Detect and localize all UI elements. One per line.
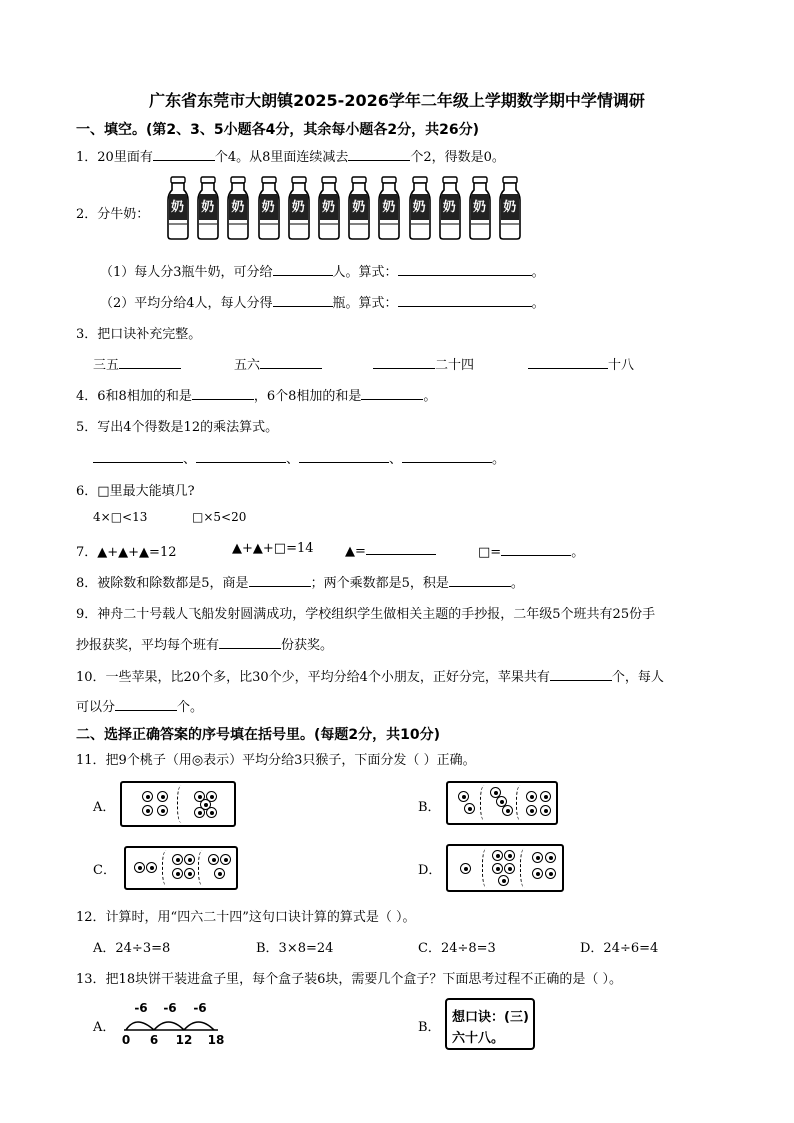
- q11-option-b-figure[interactable]: [446, 781, 558, 825]
- q8-blank-1[interactable]: [249, 573, 311, 587]
- question-12: [76, 906, 415, 925]
- q8-num: 8．: [76, 576, 98, 591]
- bottle-label: 奶: [171, 200, 185, 215]
- q8-blank-2[interactable]: [449, 573, 511, 587]
- q2-sub1-blank-2[interactable]: [398, 262, 532, 276]
- q8-text-a: 被除数和除数都是5，商是: [97, 576, 249, 591]
- peach-icon: [157, 791, 168, 802]
- question-4: [76, 385, 436, 404]
- q13-option-b-label[interactable]: B．: [418, 1020, 441, 1035]
- q5-blank-4[interactable]: [402, 449, 492, 463]
- q13-option-a-numberline[interactable]: [118, 998, 230, 1046]
- peach-icon: [184, 868, 195, 879]
- card-line-1: 想口诀：(三): [452, 1010, 529, 1025]
- q11-option-d-label[interactable]: D．: [418, 863, 442, 878]
- peach-icon: [220, 854, 231, 865]
- question-1: [76, 146, 505, 165]
- q3-item-2: [234, 354, 322, 373]
- q3-item-4: [528, 354, 634, 373]
- q11-num: 11．: [76, 753, 106, 768]
- q7-answer-1: [345, 541, 436, 559]
- peach-icon: [540, 791, 551, 802]
- peach-icon: [526, 805, 537, 816]
- q2-sub1-text-c: 。: [531, 265, 545, 280]
- question-10-line-1: [76, 666, 664, 685]
- peach-icon: [545, 852, 556, 863]
- q3-blank-1[interactable]: [119, 355, 181, 369]
- question-6: [76, 480, 195, 499]
- q2-sub-1: [100, 261, 545, 280]
- q12-option-c[interactable]: C．24÷8=3: [418, 941, 496, 956]
- q3-item-3: [373, 354, 474, 373]
- q8-text-b: ；两个乘数都是5，积是: [310, 576, 449, 591]
- q10-line-1-text-a: 一些苹果，比20个多，比30个少，平均分给4个小朋友，正好分完，苹果共有: [105, 670, 550, 685]
- peach-icon: [208, 854, 219, 865]
- peach-icon: [458, 791, 469, 802]
- q7-end: 。: [571, 545, 585, 560]
- q11-option-d-figure[interactable]: [446, 844, 564, 892]
- bottle-label: 奶: [412, 200, 426, 215]
- q3-item-1-text: 三五: [93, 358, 120, 373]
- q3-blank-3[interactable]: [373, 355, 435, 369]
- peach-icon: [498, 875, 509, 886]
- q2-label: 分牛奶：: [97, 207, 150, 222]
- bottle-label: 奶: [382, 200, 396, 215]
- q9-line-2-text-b: 份获奖。: [281, 638, 334, 653]
- q7-blank-1[interactable]: [366, 541, 436, 555]
- dashed-divider: [516, 785, 527, 821]
- q3-item-4-text: 十八: [608, 358, 635, 373]
- peach-icon: [172, 868, 183, 879]
- arc-icon: [184, 1022, 214, 1030]
- q10-line-2-text-b: 个。: [177, 700, 204, 715]
- peach-icon: [142, 805, 153, 816]
- tick-label: 6: [149, 1033, 159, 1046]
- q12-text: 计算时，用“四六二十四”这句口诀计算的算式是（ ）。: [105, 910, 416, 925]
- q10-line-2-text-a: 可以分: [76, 700, 116, 715]
- q5-answer-row: [93, 448, 505, 467]
- page-title: 广东省东莞市大朗镇2025-2026学年二年级上学期数学期中学情调研: [149, 91, 645, 110]
- q10-num: 10．: [76, 670, 106, 685]
- peach-icon: [526, 791, 537, 802]
- question-10-line-2: [76, 696, 203, 715]
- q11-option-a-figure[interactable]: [120, 781, 236, 827]
- q1-num: 1．: [76, 150, 98, 165]
- q12-num: 12．: [76, 910, 106, 925]
- card-line-2: 六十八。: [452, 1031, 505, 1046]
- q2-num: 2．: [76, 207, 98, 222]
- bottle-label: 奶: [442, 200, 456, 215]
- arc-icon: [126, 1022, 154, 1030]
- peach-icon: [184, 854, 195, 865]
- dashed-divider: [198, 850, 209, 886]
- q12-option-a[interactable]: A．24÷3=8: [93, 941, 171, 956]
- q4-text-b: ，6个8相加的和是: [253, 389, 362, 404]
- q1-blank-1[interactable]: [153, 147, 215, 161]
- peach-icon: [532, 868, 543, 879]
- q6-expr-1: 4×□<13: [93, 510, 148, 524]
- q11-option-c-label[interactable]: C．: [93, 863, 116, 878]
- q12-option-b[interactable]: B．3×8=24: [256, 941, 334, 956]
- q8-text-c: 。: [510, 576, 524, 591]
- peach-icon: [492, 863, 503, 874]
- q13-option-b-card[interactable]: [445, 998, 535, 1050]
- q1-text-b: 个4。从8里面连续减去: [214, 150, 349, 165]
- q7-answer-2: [478, 541, 584, 560]
- tick-label: 0: [121, 1033, 131, 1046]
- bottle-label: 奶: [473, 200, 487, 215]
- q5-blank-2[interactable]: [196, 449, 286, 463]
- bottle-label: 奶: [352, 200, 366, 215]
- q10-line-1-text-b: 个，每人: [611, 670, 664, 685]
- q5-end: 。: [492, 452, 506, 467]
- peach-icon: [206, 807, 217, 818]
- q7-num: 7．: [76, 545, 98, 560]
- tick-label: 18: [207, 1033, 225, 1046]
- q3-blank-4[interactable]: [528, 355, 608, 369]
- dashed-divider: [520, 848, 531, 888]
- q7-expr-2: ▲+▲+□=14: [232, 541, 314, 556]
- dashed-divider: [162, 850, 173, 886]
- q2-sub2-text-b: 瓶。算式：: [332, 296, 398, 311]
- peach-icon: [492, 850, 503, 861]
- q6-num: 6．: [76, 484, 98, 499]
- q9-line-1-text: 神舟二十号载人飞船发射圆满成功，学校组织学生做相关主题的手抄报，二年级5个班共有25份手: [97, 607, 656, 622]
- q10-blank-1[interactable]: [550, 667, 612, 681]
- peach-icon: [460, 863, 471, 874]
- q2-sub1-text-b: 人。算式：: [332, 265, 398, 280]
- q5-blank-1[interactable]: [93, 449, 183, 463]
- q2-sub2-blank-2[interactable]: [398, 293, 532, 307]
- section-1-heading: 一、填空。(第2、3、5小题各4分，其余每小题各2分，共26分): [76, 122, 479, 138]
- q2-sub2-blank-1[interactable]: [273, 293, 333, 307]
- q11-option-b-label[interactable]: B．: [418, 800, 441, 815]
- q3-item-2-text: 五六: [234, 358, 261, 373]
- peach-icon: [214, 868, 225, 879]
- q5-blank-3[interactable]: [299, 449, 389, 463]
- peach-icon: [504, 850, 515, 861]
- section-2-heading: 二、选择正确答案的序号填在括号里。(每题2分，共10分): [76, 727, 441, 743]
- q4-num: 4．: [76, 389, 98, 404]
- question-5: [76, 416, 278, 435]
- q9-line-2-text-a: 抄报获奖，平均每个班有: [76, 638, 220, 653]
- peach-icon: [172, 854, 183, 865]
- peach-icon: [502, 805, 513, 816]
- q6-expr-2: □×5<20: [192, 510, 247, 524]
- q13-num: 13．: [76, 972, 106, 987]
- bottle-label: 奶: [503, 200, 517, 215]
- q13-text: 把18块饼干装进盒子里，每个盒子装6块，需要几个盒子？下面思考过程不正确的是（ ）。: [105, 972, 622, 987]
- bottle-label: 奶: [261, 200, 275, 215]
- q2-sub1-blank-1[interactable]: [273, 262, 333, 276]
- peach-icon: [545, 868, 556, 879]
- q4-blank-1[interactable]: [192, 386, 254, 400]
- q2-sub2-text-a: （2）平均分给4人，每人分得: [100, 296, 273, 311]
- peach-icon: [504, 863, 515, 874]
- q10-blank-2[interactable]: [115, 697, 177, 711]
- q3-item-3-text: 二十四: [435, 358, 475, 373]
- bottle-label: 奶: [291, 200, 305, 215]
- arc-label: -6: [134, 1001, 148, 1015]
- arc-label: -6: [163, 1001, 177, 1015]
- bottle-label: 奶: [201, 200, 215, 215]
- bottle-label: 奶: [322, 200, 336, 215]
- q11-option-a-label[interactable]: A．: [93, 800, 116, 815]
- arc-icon: [154, 1022, 184, 1030]
- question-13: [76, 968, 622, 987]
- q2-sub-2: [100, 292, 545, 311]
- peach-icon: [532, 852, 543, 863]
- q13-option-a-label[interactable]: A．: [93, 1020, 116, 1035]
- q2-sub2-text-c: 。: [531, 296, 545, 311]
- peach-icon: [146, 862, 157, 873]
- question-9-line-2: [76, 634, 333, 653]
- q1-text-c: 个2，得数是0。: [410, 150, 505, 165]
- q2-sub1-text-a: （1）每人分3瓶牛奶，可分给: [100, 265, 273, 280]
- question-8: [76, 572, 524, 591]
- question-3: [76, 323, 201, 342]
- q11-text: 把9个桃子（用◎表示）平均分给3只猴子，下面分发（ ）正确。: [105, 753, 476, 768]
- question-9-line-1: [76, 603, 655, 622]
- q7-blank-2[interactable]: [501, 542, 571, 556]
- q11-option-c-figure[interactable]: [124, 846, 238, 890]
- q5-text: 写出4个得数是12的乘法算式。: [97, 420, 279, 435]
- tick-label: 12: [175, 1033, 193, 1046]
- q9-num: 9．: [76, 607, 98, 622]
- q1-text-a: 20里面有: [97, 150, 153, 165]
- q5-num: 5．: [76, 420, 98, 435]
- peach-icon: [134, 862, 145, 873]
- q4-text-c: 。: [423, 389, 437, 404]
- q9-blank[interactable]: [219, 635, 281, 649]
- question-7: [76, 541, 177, 560]
- arc-label: -6: [193, 1001, 207, 1015]
- dashed-divider: [177, 785, 188, 823]
- q4-text-a: 6和8相加的和是: [97, 389, 192, 404]
- q7-square-label: □=: [478, 545, 502, 560]
- peach-icon: [142, 791, 153, 802]
- q1-blank-2[interactable]: [348, 147, 410, 161]
- q3-blank-2[interactable]: [260, 355, 322, 369]
- q4-blank-2[interactable]: [361, 386, 423, 400]
- q3-num: 3．: [76, 327, 98, 342]
- peach-icon: [464, 803, 475, 814]
- bottle-label: 奶: [231, 200, 245, 215]
- q12-option-d[interactable]: D．24÷6=4: [580, 941, 659, 956]
- q3-text: 把口诀补充完整。: [97, 327, 202, 342]
- q5-sep-2: 、: [286, 452, 300, 467]
- q6-text: □里最大能填几?: [97, 484, 195, 499]
- q3-item-1: [93, 354, 181, 373]
- q5-sep-1: 、: [183, 452, 197, 467]
- question-2: [76, 203, 149, 222]
- question-11: [76, 749, 476, 768]
- peach-icon: [194, 807, 205, 818]
- peach-icon: [157, 805, 168, 816]
- peach-icon: [540, 805, 551, 816]
- q7-triangle-label: ▲=: [345, 544, 366, 559]
- q7-expr-1: ▲+▲+▲=12: [97, 545, 177, 560]
- q5-sep-3: 、: [389, 452, 403, 467]
